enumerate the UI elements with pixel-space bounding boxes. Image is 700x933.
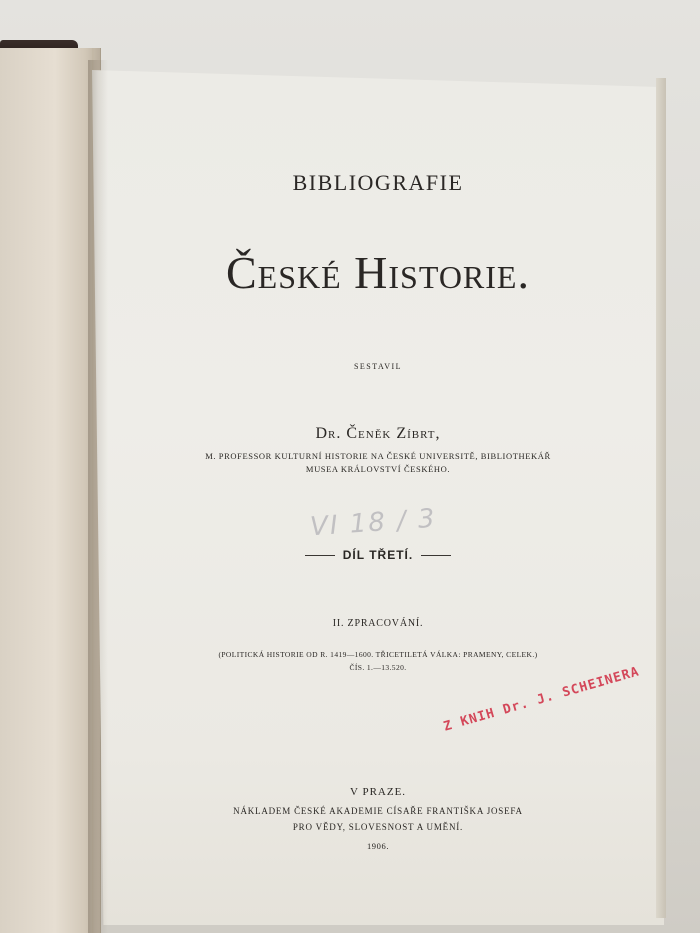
section-numbers: ČÍS. 1.—13.520.: [349, 663, 407, 672]
volume-heading: [92, 548, 664, 562]
series-title: BIBLIOGRAFIE: [292, 170, 464, 195]
compiled-by-label: SESTAVIL: [353, 362, 403, 371]
section-range: (POLITICKÁ HISTORIE OD R. 1419—1600. TŘICETILETÁ VÁLKA: PRAMENY, CELEK.): [218, 650, 538, 659]
author-affiliation-line1: M. PROFESSOR KULTURNÍ HISTORIE NA ČESKÉ UNIVERSITĚ, BIBLIOTHEKÁŘ: [205, 451, 551, 461]
main-title: České Historie.: [226, 247, 530, 298]
publisher-line1: NÁKLADEM ČESKÉ AKADEMIE CÍSAŘE FRANTIŠKA JOSEFA: [233, 806, 523, 816]
author-affiliation-line2: MUSEA KRÁLOVSTVÍ ČESKÉHO.: [305, 464, 451, 474]
left-page: [0, 48, 101, 933]
left-rule: [305, 555, 335, 556]
section-title: II. ZPRACOVÁNÍ.: [332, 618, 424, 629]
publication-year: 1906.: [366, 841, 390, 851]
publisher-line2: PRO VĚDY, SLOVESNOST A UMĚNÍ.: [292, 822, 464, 832]
author-name: Dr. Čeněk Zíbrt,: [315, 425, 441, 442]
pencil-shelf-mark: VI 18 / 3: [309, 503, 438, 543]
publication-place: V PRAZE.: [349, 786, 407, 798]
ownership-stamp: Z KNIH Dr. J. SCHEINERA: [441, 664, 642, 735]
right-rule: [421, 555, 451, 556]
volume-label: DÍL TŘETÍ.: [342, 548, 414, 562]
title-page-content: [92, 70, 664, 925]
